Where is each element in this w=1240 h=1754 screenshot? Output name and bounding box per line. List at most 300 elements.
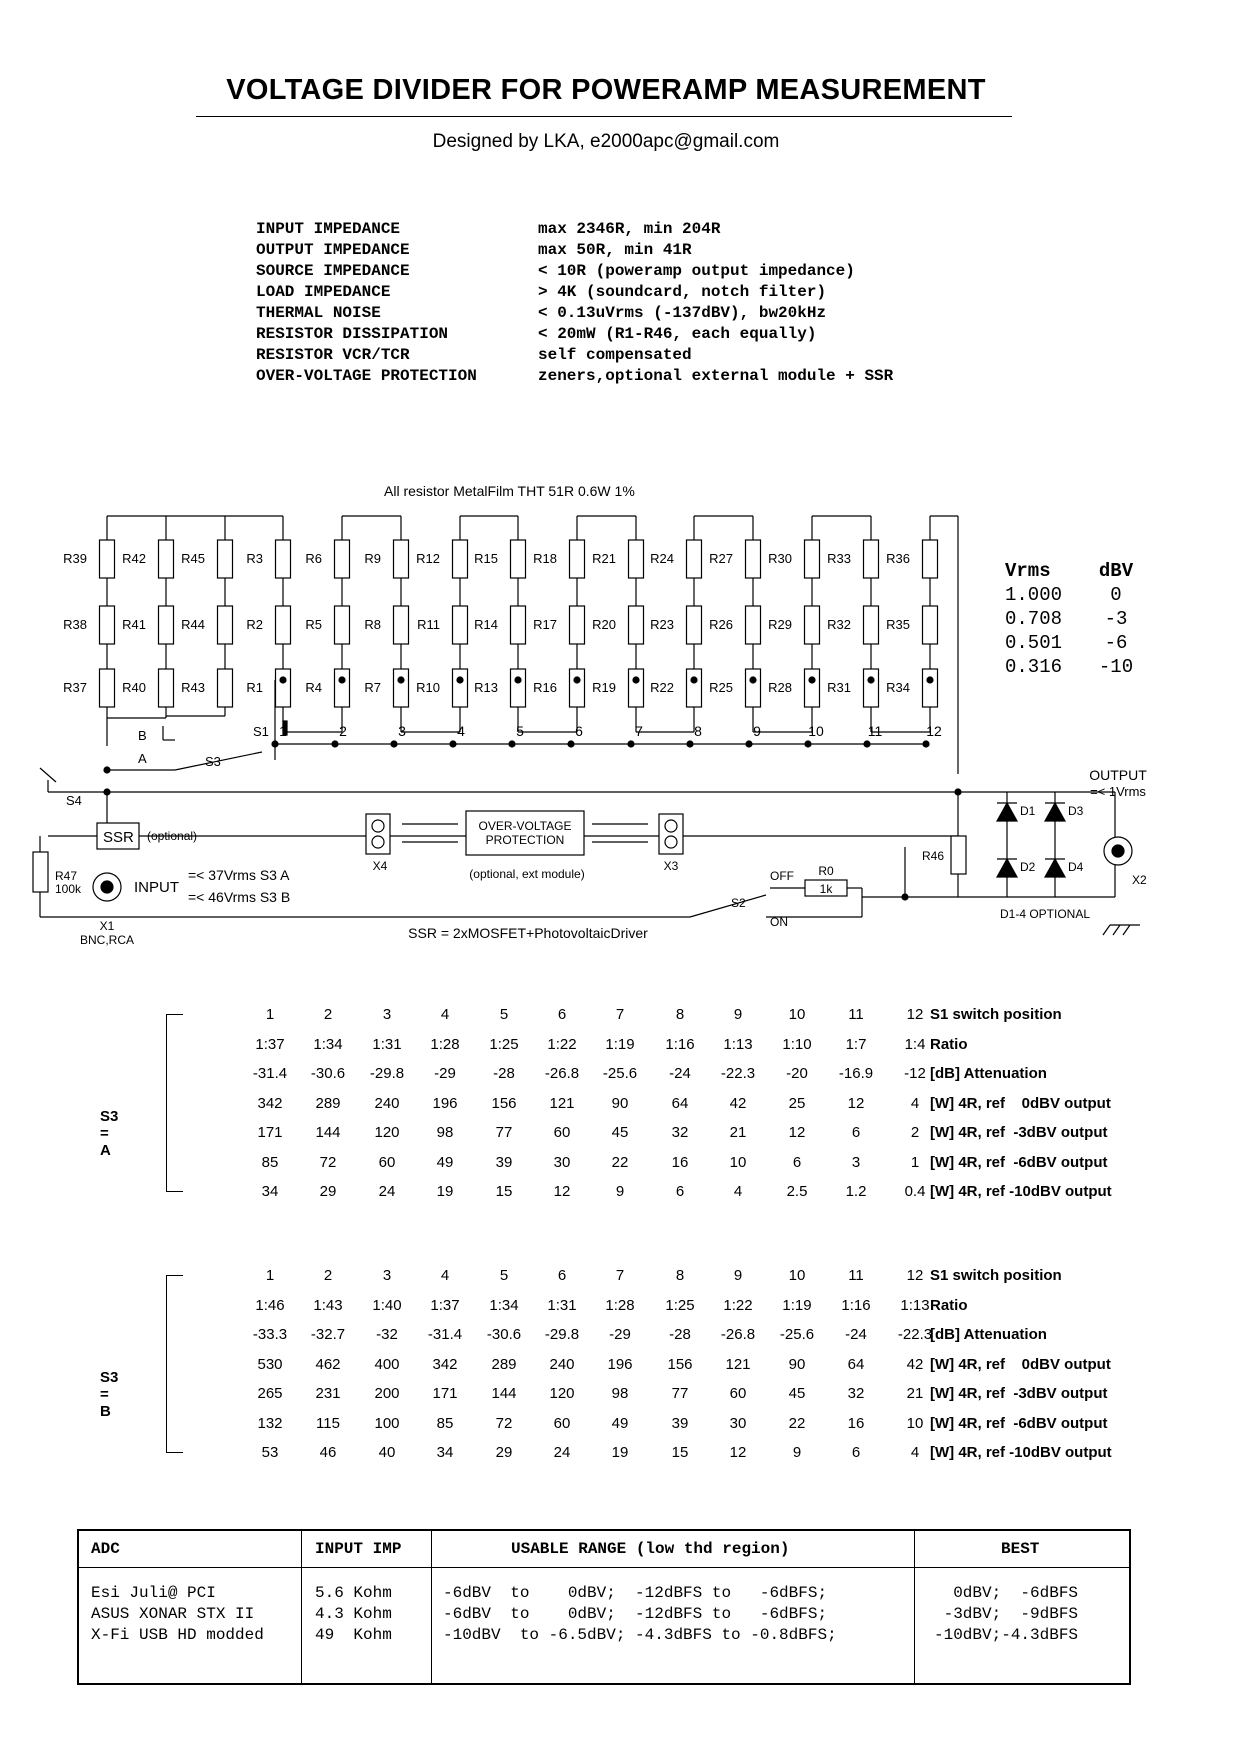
s1-position-label: 7 xyxy=(635,723,643,739)
table-cell: -31.4 xyxy=(252,1065,288,1082)
table-cell: 240 xyxy=(549,1355,575,1373)
spec-key: RESISTOR DISSIPATION xyxy=(256,325,449,343)
s2-blade xyxy=(690,895,766,917)
spec-row xyxy=(256,240,893,261)
spec-row xyxy=(256,324,893,345)
resistor xyxy=(218,540,233,578)
resistor xyxy=(629,606,644,644)
r47-resistor xyxy=(33,852,48,892)
junction-dot xyxy=(339,677,345,683)
resistor xyxy=(511,606,526,644)
resistor-label: R39 xyxy=(63,551,87,566)
table-cell: 45 xyxy=(611,1124,629,1141)
table-cell: -33.3 xyxy=(252,1326,288,1343)
selector-label: S3 = B xyxy=(100,1369,119,1420)
resistor xyxy=(159,606,174,644)
table-cell: 19 xyxy=(436,1183,454,1200)
resistor-label: R43 xyxy=(181,680,205,695)
table-cell: 29 xyxy=(319,1183,337,1200)
page-subtitle: Designed by LKA, e2000apc@gmail.com xyxy=(432,131,780,152)
table-cell: 231 xyxy=(315,1385,341,1402)
table-cell: 30 xyxy=(553,1153,571,1171)
resistor-label: R35 xyxy=(886,617,910,632)
table-cell: 29 xyxy=(495,1444,513,1461)
table-cell: 1 xyxy=(910,1153,920,1171)
adc-header-adc: ADC xyxy=(91,1540,120,1558)
table-cell: 6 xyxy=(851,1124,861,1141)
table-cell: 7 xyxy=(615,1267,625,1284)
resistor xyxy=(276,540,291,578)
resistor-label: R24 xyxy=(650,551,674,566)
diode xyxy=(1045,859,1065,877)
table-cell: 196 xyxy=(432,1094,458,1112)
resistor-label: R15 xyxy=(474,551,498,566)
table-cell: 1:16 xyxy=(665,1035,695,1053)
dbv-value: -10 xyxy=(1098,656,1134,678)
resistor xyxy=(864,606,879,644)
resistor-label: R42 xyxy=(122,551,146,566)
diode xyxy=(997,803,1017,821)
adc-divider xyxy=(301,1531,302,1683)
table-cell: 1 xyxy=(265,1006,275,1023)
row-label: [dB] Attenuation xyxy=(930,1326,1047,1343)
junction-dot xyxy=(574,677,580,683)
row-label: [W] 4R, ref 0dBV output xyxy=(930,1355,1111,1373)
s1-position-label: 5 xyxy=(516,723,524,739)
resistor xyxy=(276,669,291,707)
table-cell: 1:34 xyxy=(313,1035,343,1053)
table-cell: 60 xyxy=(378,1153,396,1171)
resistor xyxy=(923,669,938,707)
table-cell: 22 xyxy=(611,1153,629,1171)
table-cell: 19 xyxy=(611,1444,629,1461)
row-label: [W] 4R, ref -3dBV output xyxy=(930,1124,1108,1141)
table-cell: 34 xyxy=(261,1183,279,1200)
table-cell: 121 xyxy=(725,1355,751,1373)
resistor-label: R9 xyxy=(364,551,381,566)
adc-best: -10dBV;-4.3dBFS xyxy=(934,1626,1079,1644)
table-cell: -30.6 xyxy=(486,1326,522,1343)
table-row xyxy=(90,1297,1140,1327)
r0-value: 1k xyxy=(819,882,833,896)
adc-input-imp: 5.6 Kohm xyxy=(315,1584,392,1602)
x1-label: X1 xyxy=(99,919,115,933)
s2-off-label: OFF xyxy=(770,869,794,883)
resistor xyxy=(335,669,350,707)
resistor xyxy=(805,669,820,707)
table-cell: 34 xyxy=(436,1444,454,1461)
resistor-label: R21 xyxy=(592,551,616,566)
table-cell: 24 xyxy=(378,1183,396,1200)
table-row xyxy=(90,1095,1140,1125)
table-cell: -22.3 xyxy=(720,1065,756,1082)
table-cell: 30 xyxy=(729,1414,747,1432)
resistor-label: R41 xyxy=(122,617,146,632)
junction-dot xyxy=(104,789,110,795)
row-label: [W] 4R, ref -10dBV output xyxy=(930,1444,1112,1461)
table-cell: 462 xyxy=(315,1355,341,1373)
table-cell: 1:22 xyxy=(723,1296,753,1314)
r47-value: 100k xyxy=(55,882,82,896)
adc-input-imp: 4.3 Kohm xyxy=(315,1605,392,1623)
spec-value: max 50R, min 41R xyxy=(538,241,692,259)
resistor-label: R23 xyxy=(650,617,674,632)
resistor xyxy=(687,669,702,707)
spec-key: RESISTOR VCR/TCR xyxy=(256,346,410,364)
resistor-label: R4 xyxy=(305,680,322,695)
table-cell: 11 xyxy=(848,1006,864,1023)
resistor xyxy=(100,540,115,578)
resistor xyxy=(218,669,233,707)
resistor-label: R18 xyxy=(533,551,557,566)
resistor-label: R10 xyxy=(416,680,440,695)
spec-key: LOAD IMPEDANCE xyxy=(256,283,391,301)
table-cell: -12 xyxy=(904,1065,926,1082)
table-cell: 1:31 xyxy=(372,1035,402,1053)
resistor xyxy=(805,540,820,578)
table-cell: 49 xyxy=(611,1414,629,1432)
resistor-label: R12 xyxy=(416,551,440,566)
spec-row xyxy=(256,303,893,324)
table-cell: 72 xyxy=(319,1153,337,1171)
table-cell: 100 xyxy=(374,1414,400,1432)
dbv-value: 0 xyxy=(1110,584,1122,606)
adc-name: ASUS XONAR STX II xyxy=(91,1605,255,1623)
resistor xyxy=(394,540,409,578)
spec-row xyxy=(256,345,893,366)
table-cell: 144 xyxy=(315,1124,341,1141)
spec-value: > 4K (soundcard, notch filter) xyxy=(538,283,827,301)
s4-blade xyxy=(40,768,56,782)
table-cell: 24 xyxy=(553,1444,571,1461)
resistor-label: R19 xyxy=(592,680,616,695)
input-range-a: =< 37Vrms S3 A xyxy=(188,867,290,883)
ovp-label: PROTECTION xyxy=(485,833,565,847)
table-cell: 16 xyxy=(671,1153,689,1171)
adc-divider xyxy=(431,1531,432,1683)
table-cell: 4 xyxy=(733,1183,743,1200)
input-label: INPUT xyxy=(134,879,179,896)
resistor-label: R27 xyxy=(709,551,733,566)
table-cell: 120 xyxy=(549,1385,575,1402)
spec-value: < 20mW (R1-R46, each equally) xyxy=(538,325,817,343)
x4-label: X4 xyxy=(372,859,388,873)
spec-row xyxy=(256,219,893,240)
junction-dot xyxy=(927,677,933,683)
input-range-b: =< 46Vrms S3 B xyxy=(188,889,291,905)
table-cell: 64 xyxy=(671,1094,689,1112)
table-cell: 15 xyxy=(495,1183,513,1200)
table-cell: 5 xyxy=(499,1006,509,1023)
table-cell: 1:37 xyxy=(430,1296,460,1314)
table-cell: 77 xyxy=(495,1124,513,1141)
table-row xyxy=(90,1154,1140,1184)
resistor-label: R8 xyxy=(364,617,381,632)
spec-value: self compensated xyxy=(538,346,692,364)
table-cell: 2 xyxy=(910,1124,920,1141)
table-cell: -29 xyxy=(434,1065,456,1082)
dbv-value: -3 xyxy=(1104,608,1128,630)
s1-position-label: 10 xyxy=(808,723,824,739)
resistor-label: R20 xyxy=(592,617,616,632)
s3-a-label: A xyxy=(138,751,147,766)
table-cell: 3 xyxy=(382,1006,392,1023)
table-row xyxy=(90,1326,1140,1356)
table-row xyxy=(90,1385,1140,1415)
table-cell: 1:43 xyxy=(313,1296,343,1314)
resistor xyxy=(511,540,526,578)
vrms-row xyxy=(1005,607,1145,631)
table-cell: 115 xyxy=(316,1414,340,1432)
resistor-label: R40 xyxy=(122,680,146,695)
table-cell: 9 xyxy=(792,1444,802,1461)
table-row xyxy=(90,1356,1140,1386)
resistor xyxy=(864,669,879,707)
x1-type: BNC,RCA xyxy=(79,933,135,947)
table-cell: -32.7 xyxy=(310,1326,346,1343)
table-cell: -16.9 xyxy=(838,1065,874,1082)
adc-range: -6dBV to 0dBV; -12dBFS to -6dBFS; xyxy=(443,1605,828,1623)
table-cell: 132 xyxy=(257,1414,283,1432)
table-cell: 10 xyxy=(788,1267,806,1284)
resistor xyxy=(923,540,938,578)
adc-header-input-imp: INPUT IMP xyxy=(315,1540,402,1558)
table-cell: 3 xyxy=(851,1153,861,1171)
resistor xyxy=(864,540,879,578)
table-cell: 1 xyxy=(265,1267,275,1284)
r0-label: R0 xyxy=(818,864,834,878)
resistor xyxy=(394,669,409,707)
table-cell: -22.3 xyxy=(897,1326,933,1343)
row-label: [dB] Attenuation xyxy=(930,1065,1047,1082)
table-cell: 85 xyxy=(436,1414,454,1432)
ground xyxy=(1123,925,1130,935)
spec-list xyxy=(256,219,893,387)
s1-position-label: 4 xyxy=(457,723,465,739)
table-cell: 2 xyxy=(323,1267,333,1284)
table-cell: -20 xyxy=(786,1065,808,1082)
resistor xyxy=(159,669,174,707)
junction-dot xyxy=(868,677,874,683)
table-cell: -26.8 xyxy=(544,1065,580,1082)
x2-label: X2 xyxy=(1132,873,1147,887)
table-cell: 60 xyxy=(553,1414,571,1432)
junction-dot xyxy=(104,767,110,773)
table-cell: -25.6 xyxy=(779,1326,815,1343)
resistor xyxy=(100,606,115,644)
table-cell: 8 xyxy=(675,1006,685,1023)
resistor xyxy=(218,606,233,644)
diode-label: D2 xyxy=(1020,860,1036,874)
diodes-note: D1-4 OPTIONAL xyxy=(1000,907,1091,921)
table-cell: 12 xyxy=(729,1444,747,1461)
row-label: [W] 4R, ref -3dBV output xyxy=(930,1385,1108,1402)
table-cell: -29.8 xyxy=(369,1065,405,1082)
resistor xyxy=(570,606,585,644)
resistor xyxy=(100,669,115,707)
table-cell: 22 xyxy=(788,1414,806,1432)
resistor-label: R5 xyxy=(305,617,322,632)
table-cell: 1:37 xyxy=(255,1035,285,1053)
table-cell: -32 xyxy=(376,1326,398,1343)
ssr-label: SSR xyxy=(103,829,134,846)
table-cell: -28 xyxy=(493,1065,515,1082)
resistor xyxy=(453,669,468,707)
junction-dot xyxy=(750,677,756,683)
resistor-label: R32 xyxy=(827,617,851,632)
table-cell: 342 xyxy=(432,1355,458,1373)
resistor-label: R33 xyxy=(827,551,851,566)
table-cell: 15 xyxy=(671,1444,689,1461)
resistor-label: R13 xyxy=(474,680,498,695)
table-cell: 342 xyxy=(257,1094,283,1112)
resistor xyxy=(746,540,761,578)
table-row xyxy=(90,1065,1140,1095)
resistor-label: R38 xyxy=(63,617,87,632)
table-cell: -31.4 xyxy=(427,1326,463,1343)
spec-value: zeners,optional external module + SSR xyxy=(538,367,894,385)
table-cell: 25 xyxy=(788,1094,806,1112)
resistor xyxy=(394,606,409,644)
table-cell: 4 xyxy=(910,1094,920,1112)
row-label: Ratio xyxy=(930,1035,968,1053)
table-cell: 1:7 xyxy=(845,1035,867,1053)
table-cell: 90 xyxy=(611,1094,629,1112)
table-cell: 400 xyxy=(374,1355,400,1373)
table-cell: 12 xyxy=(788,1124,806,1141)
vrms-row xyxy=(1005,631,1145,655)
resistor-label: R1 xyxy=(246,680,263,695)
table-cell: 1:40 xyxy=(372,1296,402,1314)
junction-dot xyxy=(515,677,521,683)
table-cell: 156 xyxy=(491,1094,517,1112)
resistor-label: R22 xyxy=(650,680,674,695)
resistor xyxy=(159,540,174,578)
table-cell: 1:13 xyxy=(723,1035,753,1053)
resistor-note: All resistor MetalFilm THT 51R 0.6W 1% xyxy=(384,483,635,499)
table-cell: 7 xyxy=(615,1006,625,1023)
spec-value: max 2346R, min 204R xyxy=(538,220,721,238)
s1-position-label: 11 xyxy=(867,723,883,739)
table-cell: 4 xyxy=(440,1267,450,1284)
dbv-header: dBV xyxy=(1098,560,1134,582)
spec-key: INPUT IMPEDANCE xyxy=(256,220,401,238)
table-cell: 40 xyxy=(378,1444,396,1461)
resistor-label: R17 xyxy=(533,617,557,632)
table-cell: -29 xyxy=(609,1326,631,1343)
resistor xyxy=(453,606,468,644)
table-row xyxy=(90,1124,1140,1154)
table-cell: 1:28 xyxy=(605,1296,635,1314)
s3-label: S3 xyxy=(205,754,221,769)
table-row xyxy=(90,1006,1140,1036)
dbv-value: -6 xyxy=(1104,632,1128,654)
vrms-row xyxy=(1005,583,1145,607)
table-cell: 46 xyxy=(319,1444,337,1461)
adc-range: -10dBV to -6.5dBV; -4.3dBFS to -0.8dBFS; xyxy=(443,1626,837,1644)
table-cell: 53 xyxy=(261,1444,279,1461)
table-cell: 6 xyxy=(792,1153,802,1171)
row-label: [W] 4R, ref 0dBV output xyxy=(930,1094,1111,1112)
row-label: Ratio xyxy=(930,1296,968,1314)
s2-on-label: ON xyxy=(770,915,788,929)
schematic-diagram xyxy=(0,480,1240,960)
row-label: [W] 4R, ref -6dBV output xyxy=(930,1153,1108,1171)
table-cell: 289 xyxy=(315,1094,341,1112)
resistor xyxy=(746,669,761,707)
resistor xyxy=(805,606,820,644)
table-cell: -30.6 xyxy=(310,1065,346,1082)
adc-header-range: USABLE RANGE (low thd region) xyxy=(511,1540,790,1558)
resistor-label: R26 xyxy=(709,617,733,632)
resistor-label: R45 xyxy=(181,551,205,566)
adc-divider xyxy=(914,1531,915,1683)
resistor xyxy=(453,540,468,578)
adc-range: -6dBV to 0dBV; -12dBFS to -6dBFS; xyxy=(443,1584,828,1602)
diode xyxy=(1045,803,1065,821)
table-cell: 6 xyxy=(557,1267,567,1284)
table-cell: 10 xyxy=(906,1414,924,1432)
resistor-label: R30 xyxy=(768,551,792,566)
spec-key: THERMAL NOISE xyxy=(256,304,381,322)
adc-table xyxy=(77,1529,1131,1685)
table-cell: 156 xyxy=(667,1355,693,1373)
table-row xyxy=(90,1267,1140,1297)
adc-header-rule xyxy=(79,1567,1129,1568)
table-cell: 21 xyxy=(906,1385,924,1402)
resistor-label: R11 xyxy=(417,617,440,632)
resistor xyxy=(335,606,350,644)
spec-key: SOURCE IMPEDANCE xyxy=(256,262,410,280)
s1-position-label: 8 xyxy=(694,723,702,739)
table-cell: 0.4 xyxy=(904,1183,926,1200)
table-cell: 1:46 xyxy=(255,1296,285,1314)
resistor xyxy=(629,669,644,707)
resistor xyxy=(570,669,585,707)
s2-label: S2 xyxy=(731,896,746,910)
table-cell: 200 xyxy=(374,1385,400,1402)
table-cell: 16 xyxy=(847,1414,865,1432)
table-cell: 9 xyxy=(733,1267,743,1284)
spec-value: < 10R (poweramp output impedance) xyxy=(538,262,855,280)
table-row xyxy=(90,1183,1140,1213)
resistor-label: R34 xyxy=(886,680,910,695)
junction-dot xyxy=(633,677,639,683)
table-cell: 32 xyxy=(847,1385,865,1402)
resistor xyxy=(511,669,526,707)
table-cell: 196 xyxy=(607,1355,633,1373)
ssr-optional-label: (optional) xyxy=(147,829,198,843)
table-cell: 12 xyxy=(906,1267,924,1284)
adc-name: X-Fi USB HD modded xyxy=(91,1626,264,1644)
resistor-label: R44 xyxy=(181,617,205,632)
spec-row xyxy=(256,282,893,303)
table-cell: 265 xyxy=(257,1385,283,1402)
r47-label: R47 xyxy=(55,869,78,883)
output-label: OUTPUT xyxy=(1089,767,1147,783)
resistor xyxy=(570,540,585,578)
table-cell: 171 xyxy=(432,1385,458,1402)
table-cell: 5 xyxy=(499,1267,509,1284)
table-cell: 1:13 xyxy=(900,1296,930,1314)
junction-dot xyxy=(809,677,815,683)
table-cell: 9 xyxy=(733,1006,743,1023)
resistor-label: R28 xyxy=(768,680,792,695)
ground xyxy=(1113,925,1120,935)
selector-label: S3 = A xyxy=(100,1108,119,1159)
resistor-label: R14 xyxy=(474,617,498,632)
table-cell: -26.8 xyxy=(720,1326,756,1343)
